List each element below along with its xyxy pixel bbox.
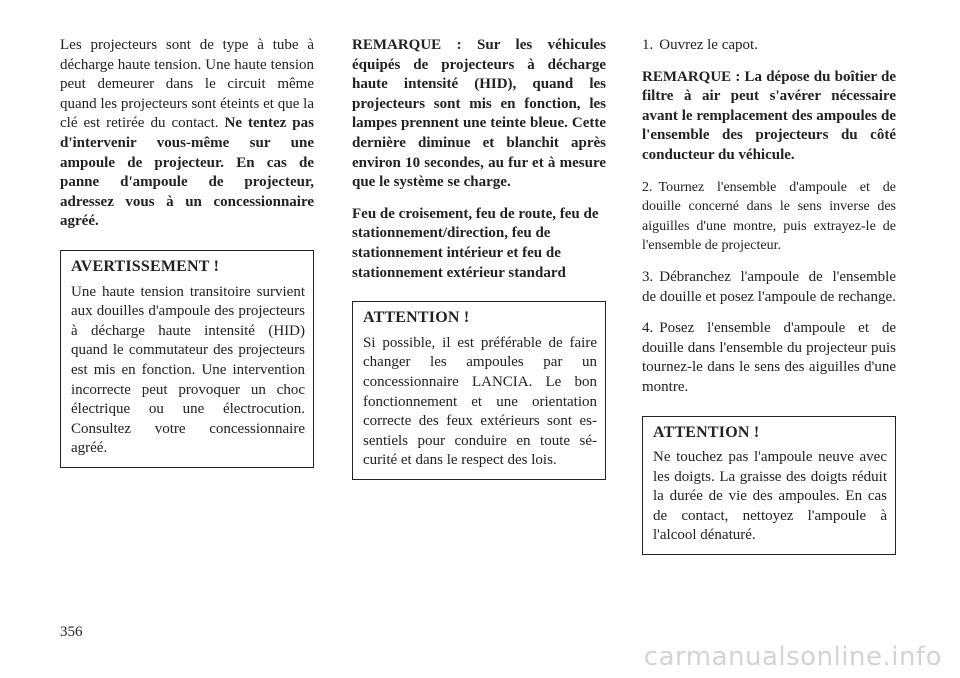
step-4-number: 4. <box>642 320 654 337</box>
step-2 <box>642 178 896 256</box>
air-filter-remark: REMARQUE : La dépose du boîtier de filtre à air peut s'avérer nécessaire avant le remplacement des ampoules de l'ensemble des projecteurs du côté conducteur du véhicule. <box>642 68 896 163</box>
step-4 <box>642 319 896 397</box>
attention-text-2: Ne touchez pas l'ampoule neuve avec les doigts. La graisse des doigts réduit la durée de vie des ampoules. En cas de contact, nettoyez l'ampoule à l'alcool dénaturé. <box>653 449 887 544</box>
intro-bold-text: Ne tentez pas d'intervenir vous-même sur une ampoule de projecteur. En cas de panne d'ampoule de projecteur, adressez vous à un concessionnaire agréé. <box>60 115 314 230</box>
intro-plain-text: Les projecteurs sont de type à tube à décharge haute tension. Une haute tension peut demeurer dans le circuit même quand les projecteurs sont éteints et que la clé est retirée du contact. <box>60 37 314 132</box>
attention-title-1: ATTENTION ! <box>363 309 470 327</box>
attention-box-1 <box>352 301 606 480</box>
column-2 <box>352 36 606 480</box>
step-3-number: 3. <box>642 268 654 285</box>
step-2-text: Tournez l'ensemble d'ampoule et de douille concerné dans le sens inverse des aiguilles d'une montre, puis extrayez-le de l'ensemble de projecteur. <box>642 179 896 254</box>
watermark: carmanualsonline.info <box>643 642 942 672</box>
step-3 <box>642 268 896 307</box>
page-number: 356 <box>60 624 83 640</box>
step-1 <box>642 36 896 56</box>
warning-box <box>60 250 314 468</box>
warning-text: Une haute tension transitoire survient aux douilles d'ampoule des projecteurs à décharge haute intensité (HID) quand le commutateur des projecteurs est mis en fonction. Une intervention incorrecte peut provoquer un choc électrique ou une électrocution. Consultez votre concessionnaire agréé. <box>71 283 305 457</box>
warning-title: AVERTISSEMENT ! <box>71 257 220 275</box>
column-1 <box>60 36 314 468</box>
section-heading: Feu de croisement, feu de route, feu de stationnement/direction, feu de stationnement intérieur et feu de stationnement extérieur standard <box>352 205 599 281</box>
attention-text-1: Si possible, il est préférable de faire changer les ampoules par un concessionnaire LANCIA. Le bon fonctionnement et une orientation correcte des feux extérieurs sont essentiels pour conduire en toute sécurité et dans le respect des lois. <box>363 334 597 469</box>
step-2-number: 2. <box>642 179 653 195</box>
step-4-text: Posez l'ensemble d'ampoule et de douille dans l'ensemble du projecteur puis tournez-le dans le sens des aiguilles d'une montre. <box>642 320 896 395</box>
step-1-number: 1. <box>642 37 654 53</box>
step-1-text: Ouvrez le capot. <box>659 37 758 53</box>
attention-box-2 <box>642 416 896 556</box>
attention-title-2: ATTENTION ! <box>653 423 760 441</box>
hid-remark: REMARQUE : Sur les véhicules équipés de projecteurs à décharge haute intensité (HID), quand les projecteurs sont mis en fonction, les lampes prennent une teinte bleue. Cette dernière diminue et blanchit après environ 10 secondes, au fur et à mesure que le système se charge. <box>352 37 606 191</box>
step-3-text: Débranchez l'ampoule de l'ensemble de douille et posez l'ampoule de rechange. <box>642 268 896 305</box>
column-3 <box>642 36 896 555</box>
intro-paragraph <box>60 36 314 232</box>
